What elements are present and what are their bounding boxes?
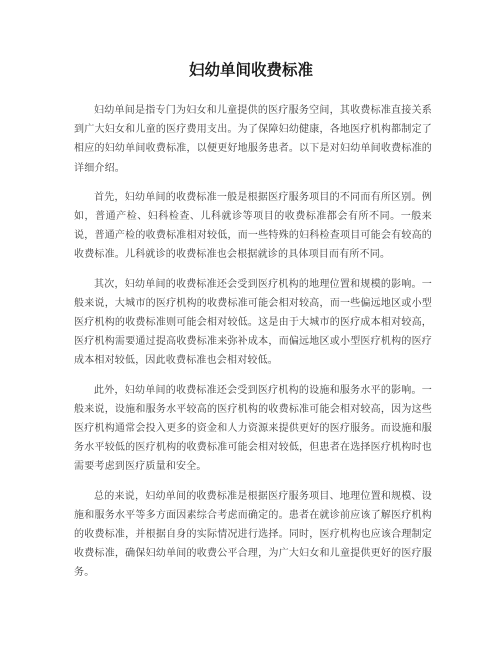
paragraph-intro: 妇幼单间是指专门为妇女和儿童提供的医疗服务空间，其收费标准直接关系到广大妇女和儿童的医疗费用支出。为了保障妇幼健康，各地医疗机构都制定了相应的妇幼单间收费标准，以便更好地服务患者。以下是对妇幼单间收费标准的详细介绍。 — [74, 105, 432, 174]
document-title: 妇幼单间收费标准 — [188, 61, 313, 79]
paragraph-summary: 总的来说，妇幼单间的收费标准是根据医疗服务项目、地理位置和规模、设施和服务水平等多方面因素综合考虑而确定的。患者在就诊前应该了解医疗机构的收费标准，并根据自身的实际情况进行选择。同时，医疗机构也应该合理制定收费标准，确保妇幼单间的收费公平合理，为广大妇女和儿童提供更好的医疗服务。 — [74, 490, 432, 579]
paragraph-third: 此外，妇幼单间的收费标准还会受到医疗机构的设施和服务水平的影响。一般来说，设施和服务水平较高的医疗机构的收费标准可能会相对较高，因为这些医疗机构通常会投入更多的资金和人力资源来提供更好的医疗服务。而设施和服务水平较低的医疗机构的收费标准可能会相对较低，但患者在选择医疗机构时也需要考虑到医疗质量和安全。 — [74, 384, 432, 473]
paragraph-first: 首先，妇幼单间的收费标准一般是根据医疗服务项目的不同而有所区别。例如，普通产检、妇科检查、儿科就诊等项目的收费标准都会有所不同。一般来说，普通产检的收费标准相对较低，而一些特殊的妇科检查项目可能会有较高的收费标准。儿科就诊的收费标准也会根据就诊的具体项目而有所不同。 — [74, 191, 432, 261]
document-body — [74, 101, 432, 593]
paragraph-second: 其次，妇幼单间的收费标准还会受到医疗机构的地理位置和规模的影响。一般来说，大城市的医疗机构的收费标准可能会相对较高，而一些偏远地区或小型医疗机构的收费标准则可能会相对较低。这是由于大城市的医疗成本相对较高，医疗机构需要通过提高收费标准来弥补成本，而偏远地区或小型医疗机构的医疗成本相对较低，因此收费标准也会相对较低。 — [74, 278, 432, 367]
